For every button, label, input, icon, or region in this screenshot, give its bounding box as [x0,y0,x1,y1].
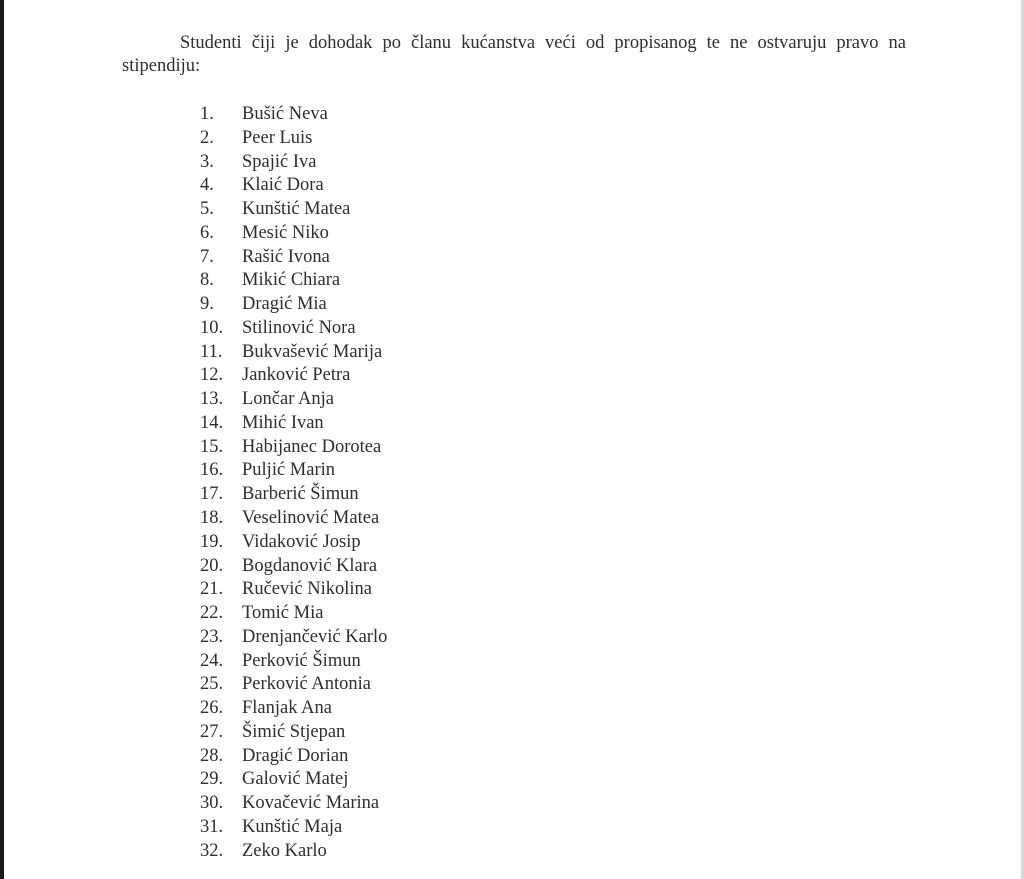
list-item-number: 6. [200,222,214,243]
list-item [200,626,387,650]
list-item [200,198,387,222]
list-item [200,531,387,555]
student-name: Ručević Nikolina [242,579,372,600]
list-item-number: 12. [200,365,224,386]
list-item-number: 32. [200,840,224,861]
student-name: Klaić Dora [242,175,324,196]
list-item-number: 19. [200,531,224,552]
list-item [200,816,387,840]
student-name: Dragić Dorian [242,745,349,766]
list-item-number: 4. [200,175,214,196]
list-item [200,222,387,246]
list-item [200,388,387,412]
list-item-number: 27. [200,721,224,742]
list-item-number: 5. [200,199,214,220]
student-name: Barberić Šimun [242,484,359,505]
list-item [200,174,387,198]
student-name: Peer Luis [242,127,313,148]
list-item-number: 17. [200,484,224,505]
student-name: Habijanec Dorotea [242,436,382,457]
list-item-number: 2. [200,127,214,148]
list-item [200,127,387,151]
list-item-number: 29. [200,769,224,790]
list-item-number: 9. [200,294,214,315]
list-item [200,436,387,460]
list-item [200,650,387,674]
list-item-number: 10. [200,317,224,338]
list-item-number: 18. [200,508,224,529]
list-item [200,697,387,721]
list-item [200,341,387,365]
list-item-number: 31. [200,816,224,837]
student-name: Šimić Stjepan [242,721,346,742]
list-item-number: 26. [200,698,224,719]
list-item-number: 8. [200,270,214,291]
student-name: Bukvašević Marija [242,341,383,362]
list-item-number: 1. [200,104,214,124]
student-name: Mikić Chiara [242,270,341,291]
list-item-number: 3. [200,151,214,172]
student-name: Veselinović Matea [242,508,380,529]
list-item [200,151,387,175]
list-item [200,578,387,602]
list-item-number: 22. [200,603,224,624]
list-item-number: 23. [200,626,224,647]
student-name: Dragić Mia [242,294,327,315]
list-item-number: 11. [200,341,223,362]
list-item [200,364,387,388]
list-item [200,293,387,317]
list-item-number: 13. [200,389,224,410]
student-name: Spajić Iva [242,151,317,172]
student-list [200,103,387,864]
student-name: Vidaković Josip [242,531,361,552]
list-item-number: 16. [200,460,224,481]
list-item [200,555,387,579]
list-item-number: 7. [200,246,214,267]
list-item [200,673,387,697]
student-name: Janković Petra [242,365,351,386]
list-item [200,745,387,769]
list-item [200,602,387,626]
list-item-number: 25. [200,674,224,695]
list-item [200,768,387,792]
list-item-number: 24. [200,650,224,671]
list-item [200,246,387,270]
student-name: Rašić Ivona [242,246,330,267]
list-item [200,412,387,436]
student-name: Mesić Niko [242,222,329,243]
list-item-number: 21. [200,579,224,600]
list-item [200,459,387,483]
list-item [200,840,387,864]
student-name: Lončar Anja [242,389,334,410]
student-name: Kunštić Matea [242,199,351,220]
list-item-number: 20. [200,555,224,576]
scan-edge-left [0,0,4,879]
list-item [200,317,387,341]
student-name: Zeko Karlo [242,840,327,861]
student-name: Bušić Neva [242,104,328,124]
list-item [200,507,387,531]
student-name: Tomić Mia [242,603,324,624]
list-item [200,792,387,816]
intro-paragraph: Studenti čiji je dohodak po članu kućanstva veći od propisanog te ne ostvaruju pravo na stipendiju: [122,33,906,76]
student-name: Stilinović Nora [242,317,356,338]
student-name: Kovačević Marina [242,793,380,814]
list-item-number: 30. [200,793,224,814]
list-item [200,721,387,745]
student-name: Flanjak Ana [242,698,332,719]
list-item [200,103,387,127]
list-item-number: 14. [200,412,224,433]
student-name: Kunštić Maja [242,816,343,837]
list-item-number: 28. [200,745,224,766]
student-name: Drenjančević Karlo [242,626,388,647]
student-name: Galović Matej [242,769,349,790]
student-name: Perković Šimun [242,650,361,671]
student-name: Perković Antonia [242,674,371,695]
list-item [200,483,387,507]
student-name: Mihić Ivan [242,412,324,433]
student-name: Puljić Marin [242,460,336,481]
list-item-number: 15. [200,436,224,457]
student-name: Bogdanović Klara [242,555,378,576]
list-item [200,269,387,293]
